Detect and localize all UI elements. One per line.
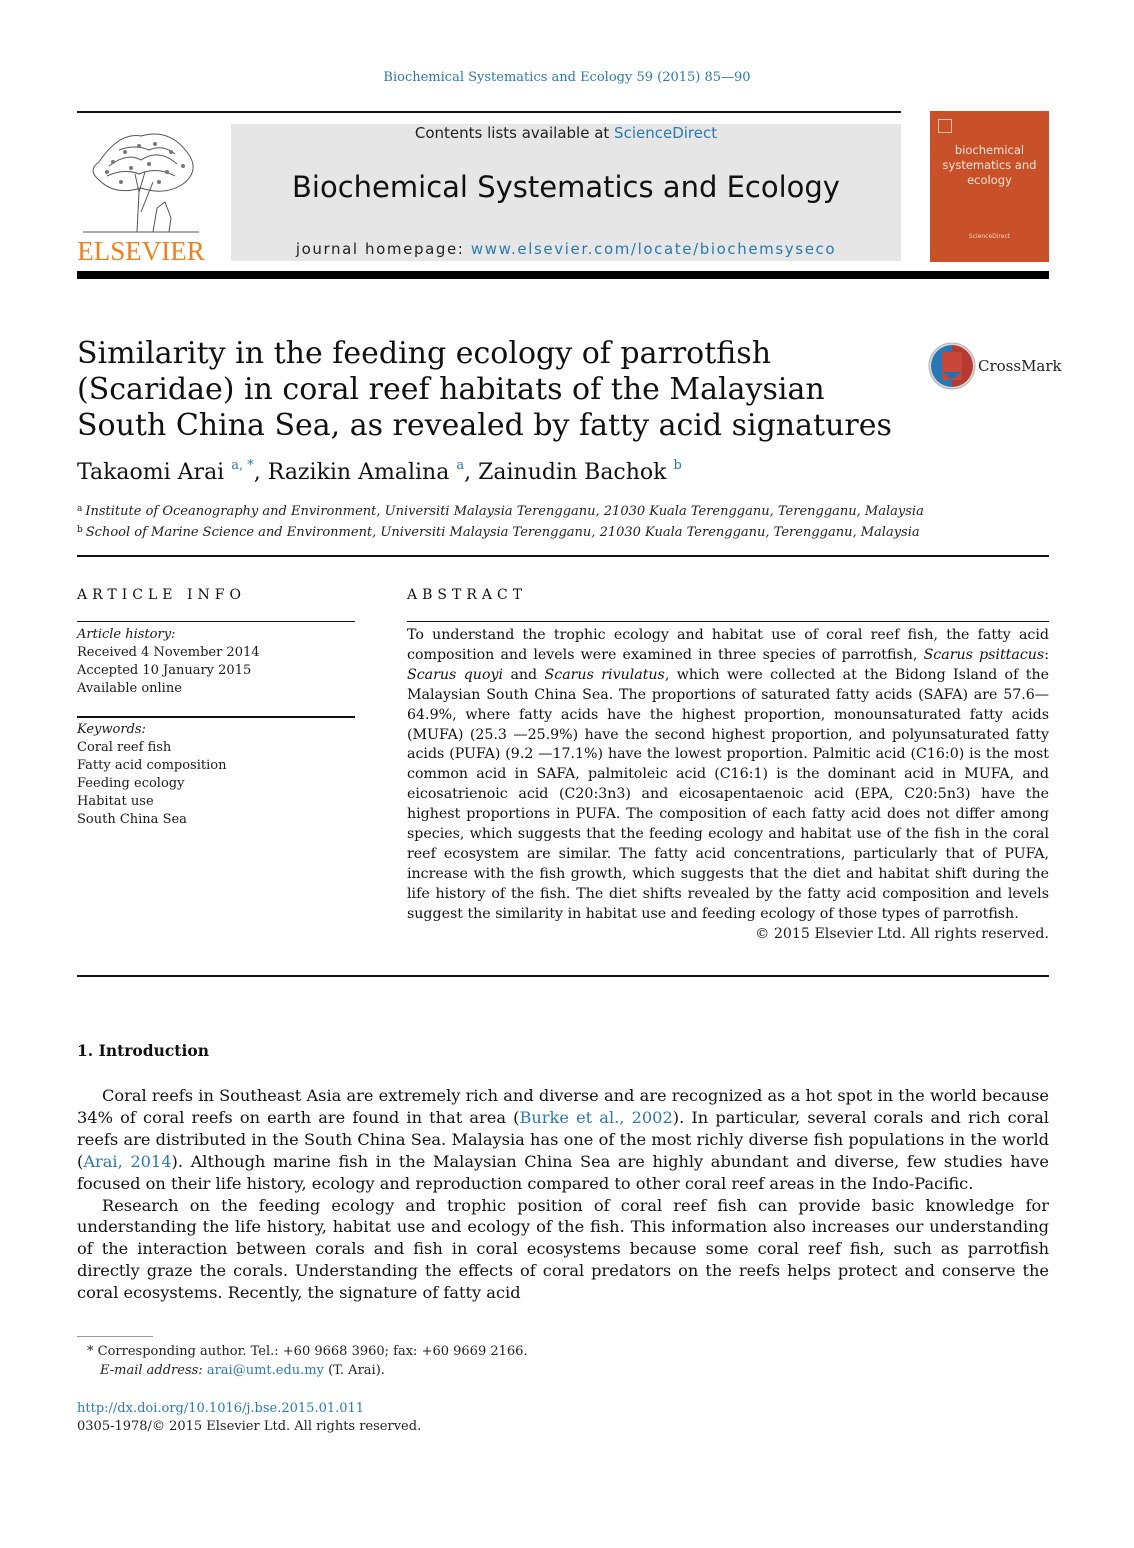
header-thick-rule xyxy=(77,271,1049,279)
email-suffix: (T. Arai). xyxy=(323,1363,385,1378)
keywords-rule xyxy=(77,716,355,718)
sciencedirect-link[interactable]: ScienceDirect xyxy=(614,124,718,142)
citation-link[interactable]: Burke et al., 2002 xyxy=(519,1107,673,1127)
footnote-mark: * xyxy=(87,1344,94,1359)
species-name: Scarus quoyi xyxy=(407,666,504,683)
cover-logo-icon xyxy=(938,119,952,133)
homepage-link[interactable]: www.elsevier.com/locate/biochemsyseco xyxy=(470,240,837,258)
homepage-line xyxy=(231,240,901,258)
email-line xyxy=(87,1361,787,1380)
keywords-block xyxy=(77,721,355,829)
affiliation-item xyxy=(77,500,1049,521)
author-affiliation-mark[interactable]: b xyxy=(673,458,682,473)
doi-block xyxy=(77,1400,421,1436)
affiliation-mark: a xyxy=(77,504,83,514)
accepted-date: Accepted 10 January 2015 xyxy=(77,663,252,678)
journal-name: Biochemical Systematics and Ecology xyxy=(292,170,840,204)
contents-line xyxy=(231,124,901,142)
keyword-item: Habitat use xyxy=(77,794,154,809)
abstract-part: and xyxy=(503,666,545,683)
paragraph-text: ). Although marine fish in the Malaysian China Sea are highly abundant and diverse, few studies have focused on their life history, ecology and reproduction compared to other coral reef areas in the Indo-Pacific. xyxy=(77,1151,1049,1193)
abstract-heading: ABSTRACT xyxy=(407,587,528,603)
section-rule xyxy=(77,975,1049,977)
cover-footer: ScienceDirect xyxy=(968,233,1011,240)
header-rule xyxy=(77,111,901,113)
cover-title: biochemical systematics and ecology xyxy=(942,143,1037,187)
author-list xyxy=(77,458,1037,485)
introduction-heading: 1. Introduction xyxy=(77,1041,209,1060)
affiliation-list xyxy=(77,500,1049,542)
author-affiliation-mark[interactable]: a, * xyxy=(231,458,254,473)
abstract-rule xyxy=(407,621,1049,622)
corresponding-text: Corresponding author. Tel.: +60 9668 3960; fax: +60 9669 2166. xyxy=(97,1344,528,1359)
abstract-copyright: © 2015 Elsevier Ltd. All rights reserved. xyxy=(755,926,1049,942)
abstract-part: : xyxy=(1044,646,1049,663)
keywords-label: Keywords: xyxy=(77,722,146,737)
journal-citation[interactable]: Biochemical Systematics and Ecology 59 (2015) 85—90 xyxy=(383,70,751,85)
journal-cover[interactable] xyxy=(930,111,1049,262)
section-rule xyxy=(77,555,1049,557)
affiliation-text: Institute of Oceanography and Environment, Universiti Malaysia Terengganu, 21030 Kuala Terengganu, Terengganu, Malaysia xyxy=(85,504,924,519)
corresponding-author-note xyxy=(87,1342,787,1361)
received-date: Received 4 November 2014 xyxy=(77,645,260,660)
paragraph xyxy=(77,1085,1049,1195)
abstract-part: , which were collected at the Bidong Island of the Malaysian South China Sea. The proportions of saturated fatty acids (SAFA) are 57.6—64.9%, where fatty acids have the highest proportion, monounsaturated fatty acids (MUFA) (25.3 —25.9%) have the second highest proportion, and polyunsaturated fatty acids (PUFA) (9.2 —17.1%) have the lowest proportion. Palmitic acid (C16:0) is the most common acid in SAFA, palmitoleic acid (C16:1) is the dominant acid in MUFA, and eicosatrienoic acid (C20:3n3) and eicosapentaenoic acid (EPA, C20:5n3) have the highest proportions in PUFA. The composition of each fatty acid does not differ among species, which suggests that the feeding ecology and habitat use of the fish in the coral reef ecosystem are similar. The fatty acid concentrations, particularly that of PUFA, increase with the fish growth, which suggests that the diet and habitat shift during the life history of the fish. The diet shifts revealed by the fatty acid composition and levels suggest the similarity in habitat use and feeding ecology of those types of parrotfish. xyxy=(407,666,1049,922)
abstract-text xyxy=(407,626,1049,925)
article-info-heading: ARTICLE INFO xyxy=(77,587,246,603)
author-name[interactable]: Zainudin Bachok xyxy=(478,460,667,485)
elsevier-tree-icon xyxy=(79,122,203,234)
issn-line: 0305-1978/© 2015 Elsevier Ltd. All rights reserved. xyxy=(77,1419,422,1434)
footnote xyxy=(87,1342,787,1380)
author-affiliation-mark[interactable]: a xyxy=(456,458,465,473)
species-name: Scarus psittacus xyxy=(923,646,1045,663)
journal-banner xyxy=(231,124,901,261)
paragraph: Research on the feeding ecology and trophic position of coral reef fish can provide basic knowledge for understanding the life history, habitat use and ecology of the fish. This information also increases our understanding of the interaction between corals and fish in coral ecosystems because some coral reef fish, such as parrotfish directly graze the corals. Understanding the effects of coral predators on the reefs helps protect and conserve the coral ecosystems. Recently, the signature of fatty acid xyxy=(77,1195,1049,1303)
crossmark-icon xyxy=(928,342,976,390)
email-link[interactable]: arai@umt.edu.my xyxy=(206,1363,324,1378)
citation-link[interactable]: Arai, 2014 xyxy=(83,1151,172,1171)
author-name[interactable]: Takaomi Arai xyxy=(77,460,225,485)
keyword-item: South China Sea xyxy=(77,812,187,827)
affiliation-mark: b xyxy=(77,525,83,535)
keyword-item: Coral reef fish xyxy=(77,740,172,755)
publisher-name: ELSEVIER xyxy=(77,236,205,266)
paragraph-text: ). In particular, several corals and rich coral reefs are distributed in the South China Sea. Malaysia has one of the most richly diverse fish populations in the world ( xyxy=(77,1107,1049,1171)
keyword-item: Fatty acid composition xyxy=(77,758,227,773)
species-name: Scarus rivulatus xyxy=(544,666,665,683)
affiliation-text: School of Marine Science and Environment, Universiti Malaysia Terengganu, 21030 Kuala Terengganu, Terengganu, Malaysia xyxy=(85,525,920,540)
author-separator: , xyxy=(253,460,268,485)
author-name[interactable]: Razikin Amalina xyxy=(267,460,450,485)
article-history xyxy=(77,626,355,698)
affiliation-item xyxy=(77,521,1049,542)
article-info-rule xyxy=(77,621,355,622)
crossmark-label: CrossMark xyxy=(978,357,1062,375)
history-label: Article history: xyxy=(77,627,176,642)
elsevier-logo[interactable] xyxy=(77,122,205,264)
doi-link[interactable]: http://dx.doi.org/10.1016/j.bse.2015.01.011 xyxy=(77,1401,365,1416)
contents-prefix: Contents lists available at xyxy=(414,124,615,142)
paragraph-text: Coral reefs in Southeast Asia are extremely rich and diverse and are recognized as a hot spot in the world because 34% of coral reefs on earth are found in that area ( xyxy=(77,1086,1049,1127)
homepage-prefix: journal homepage: xyxy=(295,240,471,258)
author-separator: , xyxy=(464,460,479,485)
abstract-part: To understand the trophic ecology and habitat use of coral reef fish, the fatty acid composition and levels were examined in three species of parrotfish, xyxy=(407,627,1049,663)
introduction-body xyxy=(77,1085,1049,1304)
online-date: Available online xyxy=(77,681,182,696)
keyword-item: Feeding ecology xyxy=(77,776,185,791)
crossmark-badge[interactable] xyxy=(928,342,1062,390)
email-label: E-mail address: xyxy=(100,1363,203,1378)
article-title: Similarity in the feeding ecology of parrotfish (Scaridae) in coral reef habitats of the Malaysian South China Sea, as revealed by fatty acid signatures xyxy=(77,336,892,443)
footnote-rule xyxy=(77,1336,153,1337)
